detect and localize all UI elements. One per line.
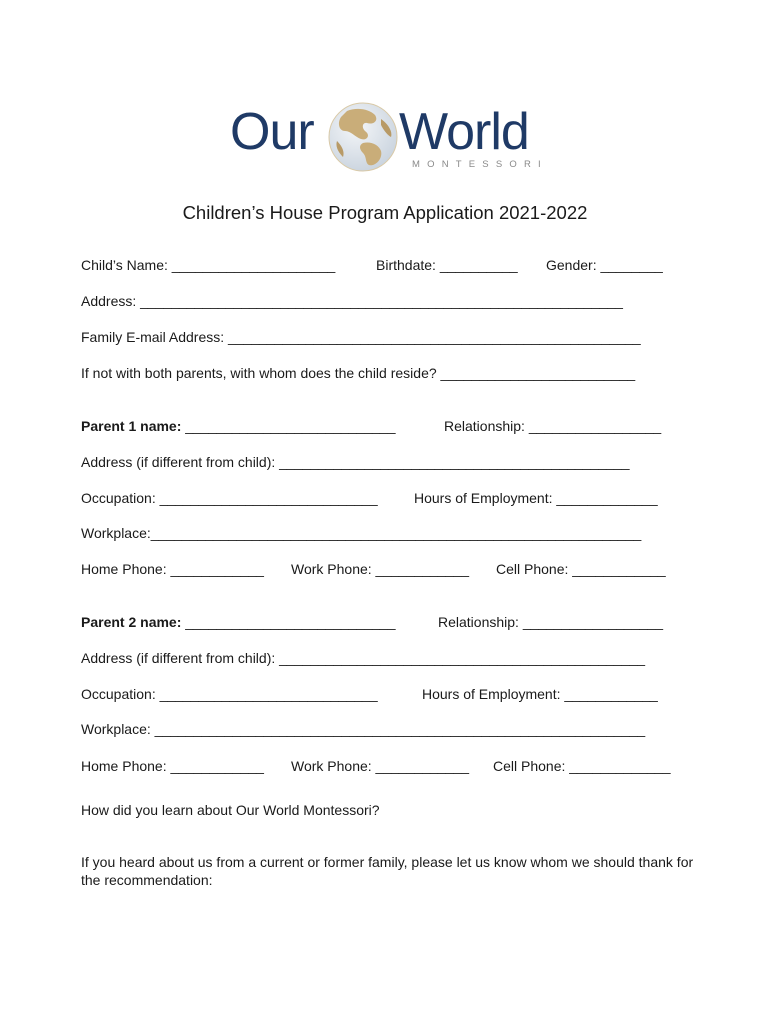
parent2-relationship-field[interactable]: Relationship: __________________ bbox=[438, 614, 663, 630]
parent1-home-phone-field[interactable]: Home Phone: ____________ bbox=[81, 561, 264, 577]
parent2-cell-phone-field[interactable]: Cell Phone: _____________ bbox=[493, 758, 671, 774]
parent2-work-phone-field[interactable]: Work Phone: ____________ bbox=[291, 758, 469, 774]
child-name-field[interactable]: Child’s Name: _____________________ bbox=[81, 257, 336, 273]
parent2-name-label: Parent 2 name: bbox=[81, 614, 182, 630]
parent2-name-blank[interactable]: ___________________________ bbox=[181, 614, 396, 630]
address-field[interactable]: Address: ______________________________________________________________ bbox=[81, 293, 623, 309]
parent2-hours-field[interactable]: Hours of Employment: ____________ bbox=[422, 686, 658, 702]
our-world-montessori-logo bbox=[228, 98, 548, 178]
gender-field[interactable]: Gender: ________ bbox=[546, 257, 663, 273]
child-reside-field[interactable]: If not with both parents, with whom does the child reside? _________________________ bbox=[81, 365, 636, 381]
family-email-field[interactable]: Family E-mail Address: _____________________________________________________ bbox=[81, 329, 641, 345]
parent1-relationship-field[interactable]: Relationship: _________________ bbox=[444, 418, 662, 434]
parent1-name-field[interactable] bbox=[81, 417, 396, 435]
parent1-address-field[interactable]: Address (if different from child): _____________________________________________ bbox=[81, 454, 630, 470]
parent1-name-blank[interactable]: ___________________________ bbox=[181, 418, 396, 434]
referral-question: If you heard about us from a current or former family, please let us know whom we should thank for the recommendation: bbox=[81, 854, 694, 888]
parent2-workplace-field[interactable]: Workplace: _______________________________________________________________ bbox=[81, 721, 646, 737]
parent2-address-field[interactable]: Address (if different from child): _______________________________________________ bbox=[81, 650, 646, 666]
globe-icon bbox=[327, 101, 399, 173]
logo-subtitle: MONTESSORI bbox=[412, 159, 548, 170]
parent1-hours-field[interactable]: Hours of Employment: _____________ bbox=[414, 490, 658, 506]
learn-about-question: How did you learn about Our World Montessori? bbox=[81, 802, 380, 818]
parent1-name-label: Parent 1 name: bbox=[81, 418, 182, 434]
parent1-occupation-field[interactable]: Occupation: ____________________________ bbox=[81, 490, 378, 506]
parent1-cell-phone-field[interactable]: Cell Phone: ____________ bbox=[496, 561, 666, 577]
parent2-home-phone-field[interactable]: Home Phone: ____________ bbox=[81, 758, 264, 774]
form-title: Children’s House Program Application 2021-2022 bbox=[182, 202, 588, 223]
logo-word-our: Our bbox=[230, 103, 314, 161]
parent1-workplace-field[interactable]: Workplace:_______________________________________________________________ bbox=[81, 525, 642, 541]
parent1-work-phone-field[interactable]: Work Phone: ____________ bbox=[291, 561, 469, 577]
parent2-occupation-field[interactable]: Occupation: ____________________________ bbox=[81, 686, 378, 702]
logo-word-world: World bbox=[399, 103, 529, 161]
parent2-name-field[interactable] bbox=[81, 613, 396, 631]
birthdate-field[interactable]: Birthdate: __________ bbox=[376, 257, 518, 273]
